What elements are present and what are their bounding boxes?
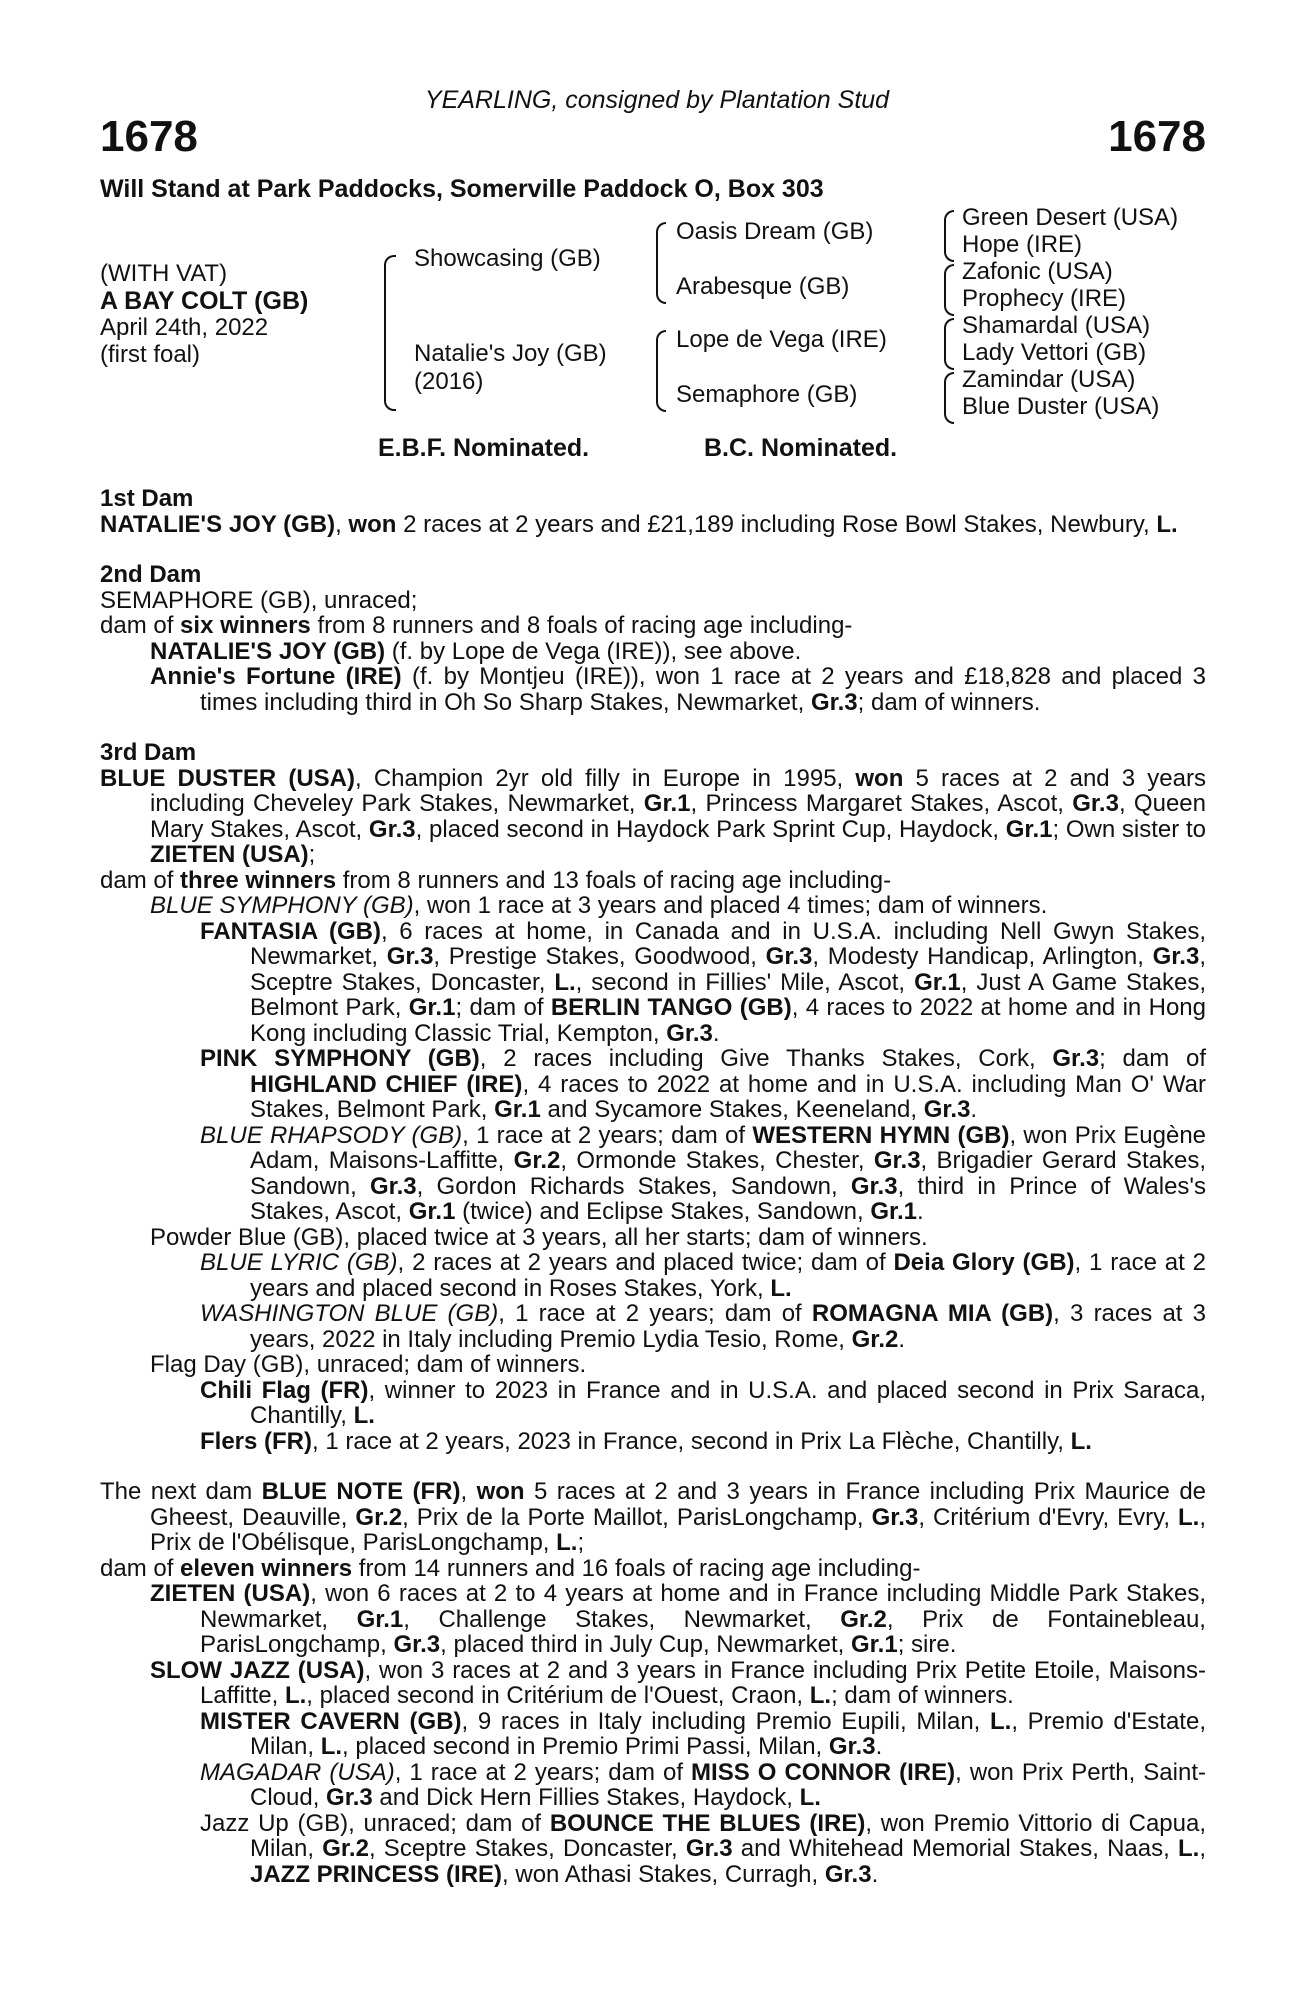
horse-foal-note: (first foal)	[100, 341, 201, 368]
sire-sire: Oasis Dream (GB)	[676, 218, 874, 245]
first-dam-name: NATALIE'S JOY (GB)	[100, 510, 336, 538]
produce-flag-day: Flag Day (GB), unraced; dam of winners.	[150, 1351, 587, 1378]
ddd: Blue Duster (USA)	[962, 393, 1160, 420]
third-dam-heading: 3rd Dam	[100, 739, 197, 766]
produce-powder-blue: Powder Blue (GB), placed twice at 3 years, all her starts; dam of winners.	[150, 1223, 928, 1251]
ebf-nomination: E.B.F. Nominated.	[378, 434, 590, 462]
sire-dam: Arabesque (GB)	[676, 273, 850, 300]
second-dam-heading: 2nd Dam	[100, 561, 202, 588]
next-dam-entry: The next dam BLUE NOTE (FR), won 5 races at 2 and 3 years in France including Prix Maurice de Gheest, Deauville, Gr.2, Prix de la Porte Maillot, ParisLongchamp, Gr.3, Critérium d'Evry, Evry, L., Prix de l'Obélisque, ParisLongchamp, L.;	[100, 1478, 1207, 1556]
produce-slow-jazz: SLOW JAZZ (USA), won 3 races at 2 and 3 years in France including Prix Petite Etoile, Maisons-Laffitte, L., placed second in Critérium de l'Ouest, Craon, L.; dam of winners.	[150, 1656, 1206, 1709]
dam: Natalie's Joy (GB)	[414, 340, 607, 367]
horse-name: A BAY COLT (GB)	[100, 287, 309, 315]
won-label: won	[348, 510, 397, 538]
first-dam-heading: 1st Dam	[100, 485, 194, 512]
produce-blue-lyric: BLUE LYRIC (GB), 2 races at 2 years and placed twice; dam of Deia Glory (GB), 1 race at 2 years and placed second in Roses Stakes, York, L.	[200, 1249, 1206, 1302]
sss: Green Desert (USA)	[962, 204, 1179, 231]
g3-brace-3	[944, 318, 954, 370]
produce-magadar: MAGADAR (USA), 1 race at 2 years; dam of MISS O CONNOR (IRE), won Prix Perth, Saint-Cloud, Gr.3 and Dick Hern Fillies Stakes, Haydock, L.	[200, 1758, 1206, 1811]
horse-dob: April 24th, 2022	[100, 314, 269, 341]
produce-fantasia: FANTASIA (GB), 6 races at home, in Canada and in U.S.A. including Nell Gwyn Stakes, Newmarket, Gr.3, Prestige Stakes, Goodwood, Gr.3, Modesty Handicap, Arlington, Gr.3, Sceptre Stakes, Doncaster, L., second in Fillies' Mile, Ascot, Gr.1, Just A Game Stakes, Belmont Park, Gr.1; dam of BERLIN TANGO (GB), 4 races to 2022 at home and in Hong Kong including Classic Trial, Kempton, Gr.3.	[200, 917, 1207, 1047]
catalogue-body	[100, 486, 1206, 1887]
second-dam-produce: dam of six winners from 8 runners and 8 foals of racing age including-	[100, 612, 853, 639]
produce-mister-cavern: MISTER CAVERN (GB), 9 races in Italy including Premio Eupili, Milan, L., Premio d'Estate, Milan, L., placed second in Premio Primi Passi, Milan, Gr.3.	[200, 1707, 1206, 1760]
dsd: Lady Vettori (GB)	[962, 339, 1147, 366]
produce-blue-rhapsody: BLUE RHAPSODY (GB), 1 race at 2 years; dam of WESTERN HYMN (GB), won Prix Eugène Adam, Maisons-Laffitte, Gr.2, Ormonde Stakes, Chester, Gr.3, Brigadier Gerard Stakes, Sandown, Gr.3, Gordon Richards Stakes, Sandown, Gr.3, third in Prince of Wales's Stakes, Ascot, Gr.1 (twice) and Eclipse Stakes, Sandown, Gr.1.	[200, 1121, 1207, 1225]
stand-location: Will Stand at Park Paddocks, Somerville Paddock O, Box 303	[100, 175, 824, 203]
third-dam-produce: dam of three winners from 8 runners and 13 foals of racing age including-	[100, 866, 892, 894]
produce-blue-symphony: BLUE SYMPHONY (GB), won 1 race at 3 years and placed 4 times; dam of winners.	[150, 892, 1048, 919]
produce-zieten: ZIETEN (USA), won 6 races at 2 to 4 years at home and in France including Middle Park Stakes, Newmarket, Gr.1, Challenge Stakes, Newmarket, Gr.2, Prix de Fontainebleau, ParisLongchamp, Gr.3, placed third in July Cup, Newmarket, Gr.1; sire.	[150, 1580, 1206, 1658]
bc-nomination: B.C. Nominated.	[704, 434, 898, 462]
produce-jazz-up: Jazz Up (GB), unraced; dam of BOUNCE THE BLUES (IRE), won Premio Vittorio di Capua, Milan, Gr.2, Sceptre Stakes, Doncaster, Gr.3 and Whitehead Memorial Stakes, Naas, L., JAZZ PRINCESS (IRE), won Athasi Stakes, Curragh, Gr.3.	[200, 1809, 1206, 1888]
dam-dam: Semaphore (GB)	[676, 381, 858, 408]
lot-number-left: 1678	[100, 112, 198, 161]
sire-dam-brace	[384, 255, 396, 411]
g3-brace-4	[944, 372, 954, 424]
dam-parents-brace	[656, 330, 666, 412]
third-dam-entry: BLUE DUSTER (USA), Champion 2yr old filly in Europe in 1995, won 5 races at 2 and 3 years including Cheveley Park Stakes, Newmarket, Gr.1, Princess Margaret Stakes, Ascot, Gr.3, Queen Mary Stakes, Ascot, Gr.3, placed second in Haydock Park Sprint Cup, Haydock, Gr.1; Own sister to ZIETEN (USA);	[100, 764, 1207, 868]
lot-number-right: 1678	[1108, 112, 1206, 161]
dam-year: (2016)	[414, 368, 484, 395]
produce-chili-flag: Chili Flag (FR), winner to 2023 in France and in U.S.A. and placed second in Prix Saraca, Chantilly, L.	[200, 1376, 1206, 1429]
g3-brace-1	[944, 210, 954, 262]
dam-sire: Lope de Vega (IRE)	[676, 326, 887, 353]
sdd: Prophecy (IRE)	[962, 285, 1127, 312]
second-dam-line: SEMAPHORE (GB), unraced;	[100, 586, 418, 614]
produce-annies-fortune: Annie's Fortune (IRE) (f. by Montjeu (IRE)), won 1 race at 2 years and £18,828 and placed 3 times including third in Oh So Sharp Stakes, Newmarket, Gr.3; dam of winners.	[150, 663, 1206, 716]
first-dam-entry: NATALIE'S JOY (GB), won 2 races at 2 years and £21,189 including Rose Bowl Stakes, Newbury, L.	[100, 510, 1178, 538]
ssd: Hope (IRE)	[962, 231, 1083, 258]
dss: Shamardal (USA)	[962, 312, 1151, 339]
produce-flers: Flers (FR), 1 race at 2 years, 2023 in France, second in Prix La Flèche, Chantilly, L.	[200, 1427, 1092, 1455]
sire: Showcasing (GB)	[414, 245, 601, 272]
produce-washington-blue: WASHINGTON BLUE (GB), 1 race at 2 years; dam of ROMAGNA MIA (GB), 3 races at 3 years, 2022 in Italy including Premio Lydia Tesio, Rome, Gr.2.	[200, 1300, 1207, 1353]
consignment-header: YEARLING, consigned by Plantation Stud	[424, 86, 890, 114]
produce-pink-symphony: PINK SYMPHONY (GB), 2 races including Give Thanks Stakes, Cork, Gr.3; dam of HIGHLAND CHIEF (IRE), 4 races to 2022 at home and in U.S.A. including Man O' War Stakes, Belmont Park, Gr.1 and Sycamore Stakes, Keeneland, Gr.3.	[200, 1045, 1207, 1123]
sire-parents-brace	[656, 222, 666, 304]
dds: Zamindar (USA)	[962, 366, 1136, 393]
g3-brace-2	[944, 264, 954, 316]
produce-natalies-joy: NATALIE'S JOY (GB) (f. by Lope de Vega (IRE)), see above.	[150, 637, 802, 665]
next-dam-produce: dam of eleven winners from 14 runners and 16 foals of racing age including-	[100, 1554, 921, 1582]
sds: Zafonic (USA)	[962, 258, 1113, 285]
horse-vat: (WITH VAT)	[100, 260, 228, 287]
